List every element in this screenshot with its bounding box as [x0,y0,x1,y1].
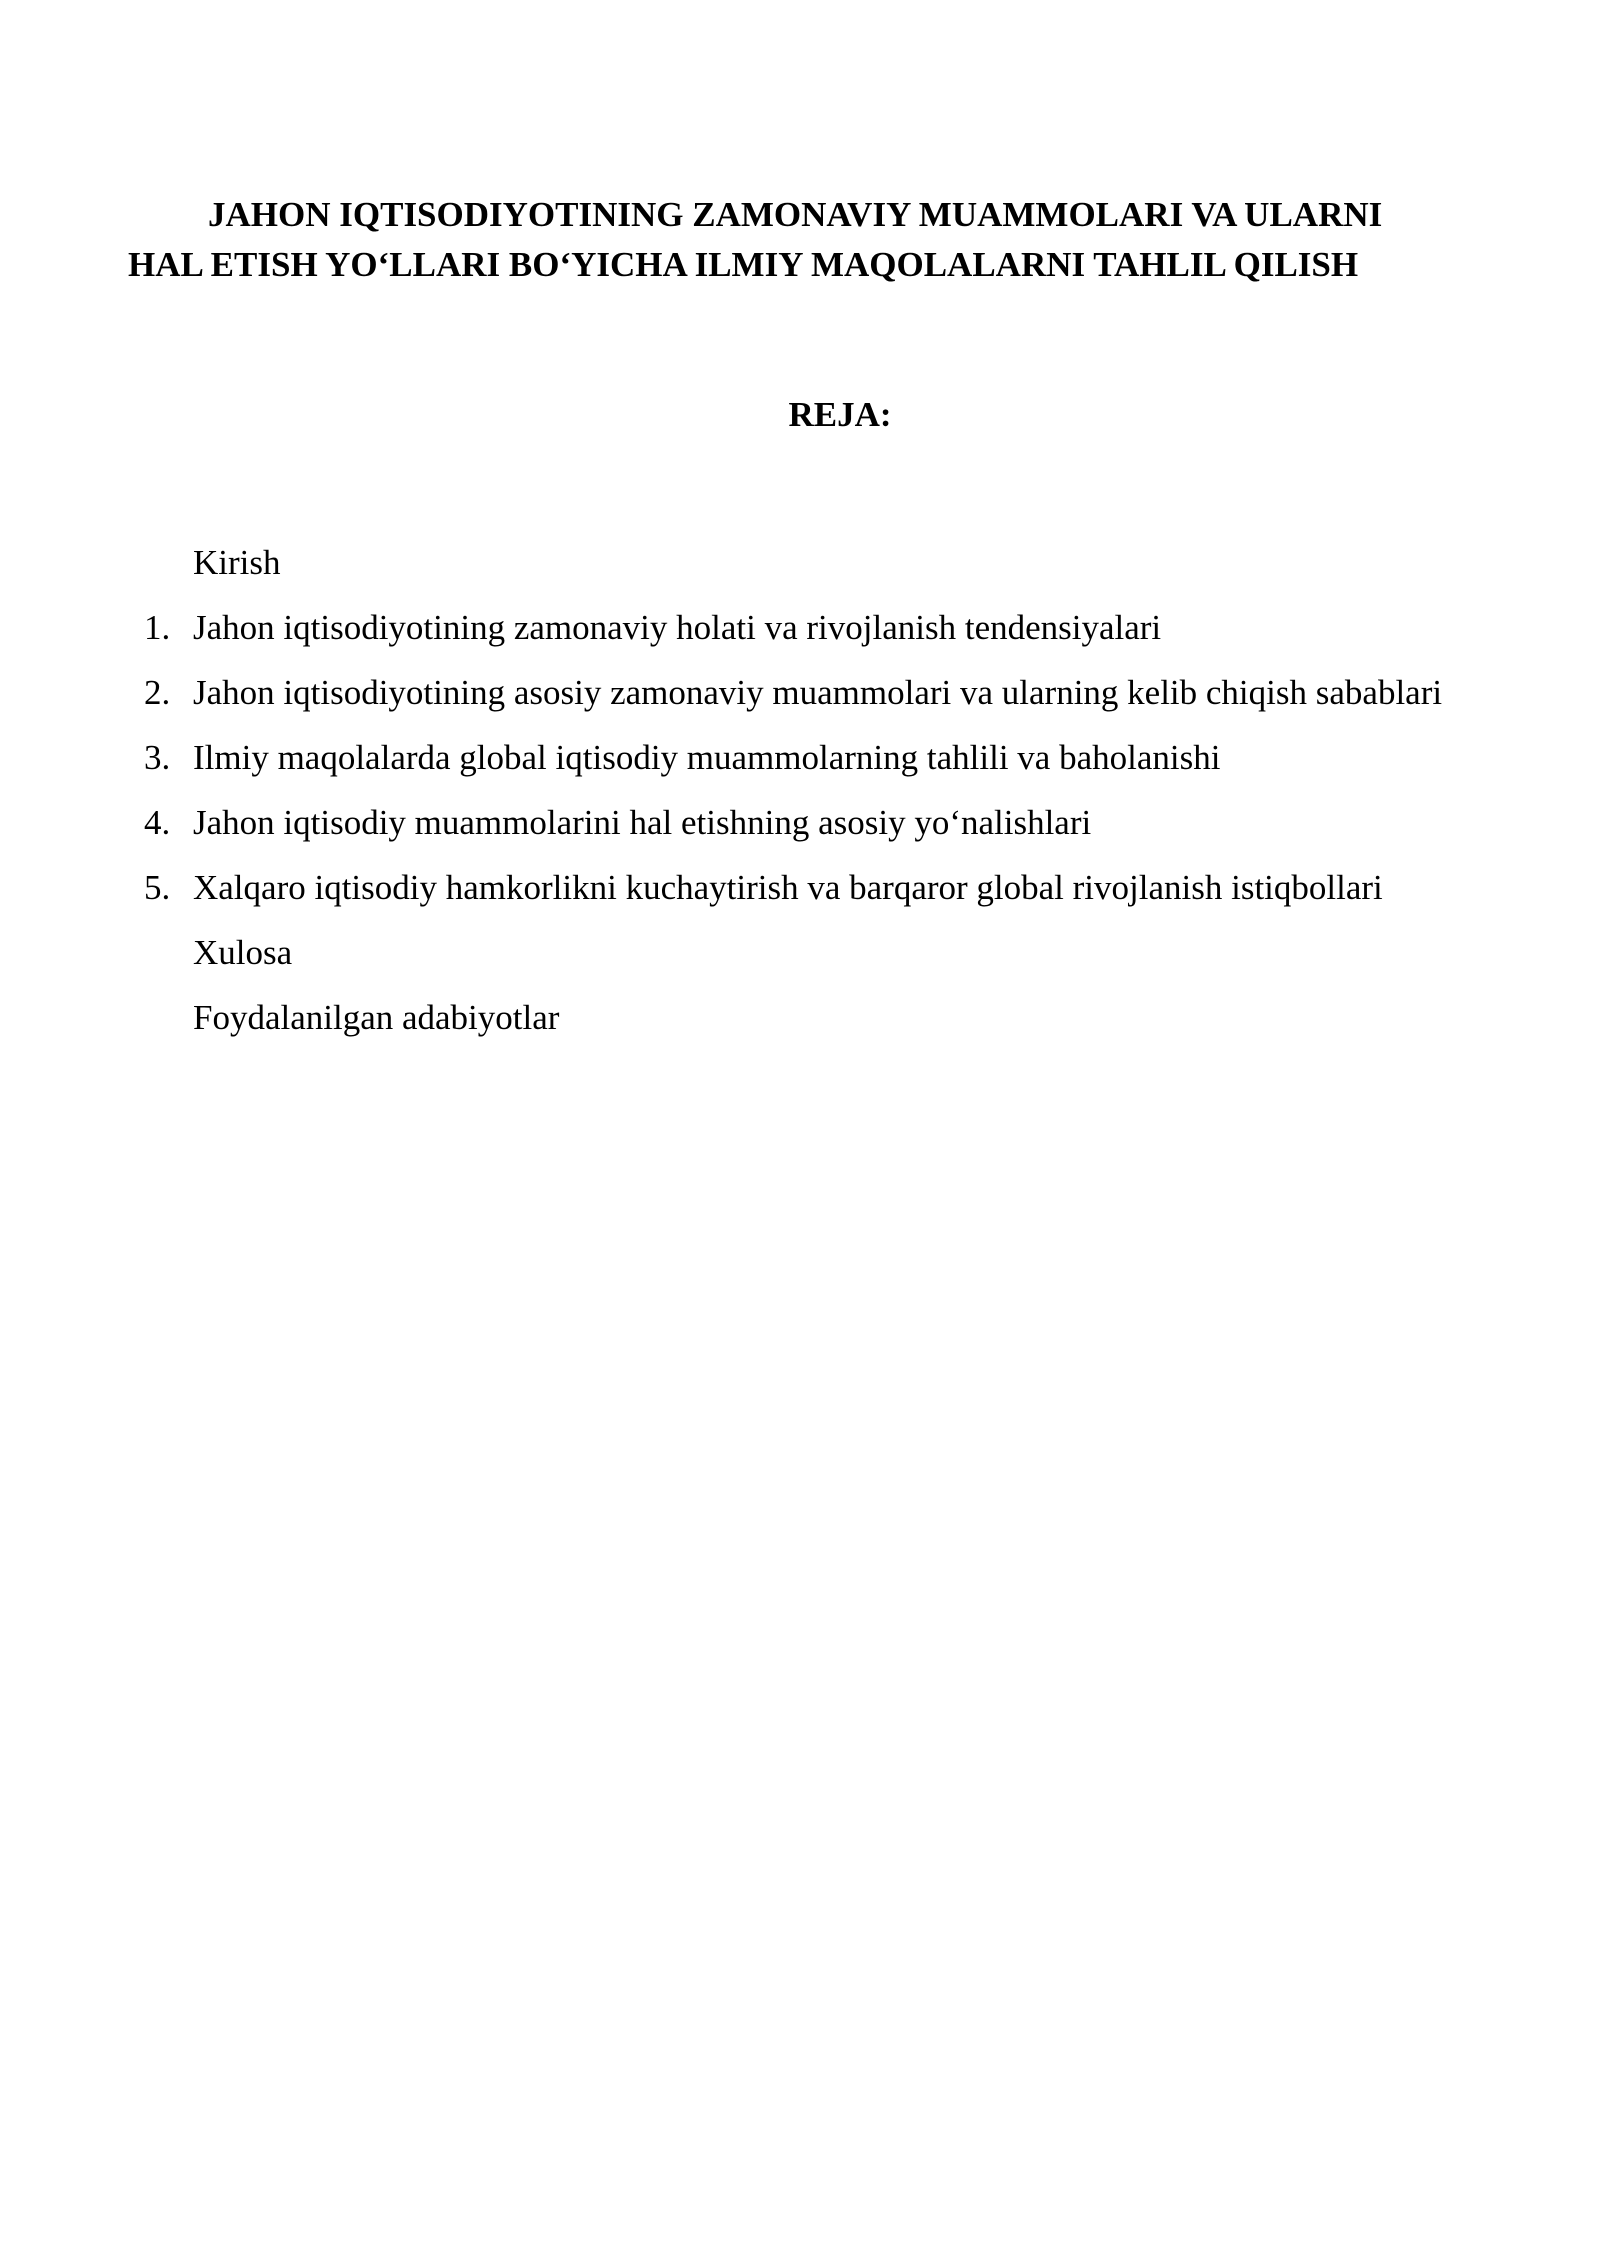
plan-item-number: 1. [144,608,171,647]
plan-intro-text: Kirish [193,543,281,582]
plan-item-2 [128,660,1488,725]
plan-conclusion [128,920,1488,985]
plan-intro [128,530,1488,595]
title-line-2: HAL ETISH YO‘LLARI BO‘YICHA ILMIY MAQOLALARNI TAHLIL QILISH [128,245,1359,284]
plan-item-text: Jahon iqtisodiyotining asosiy zamonaviy muammolari va ularning kelib chiqish sabablari [193,673,1443,712]
plan-item-text: Jahon iqtisodiy muammolarini hal etishning asosiy yo‘nalishlari [193,803,1092,842]
plan-item-number: 3. [144,738,171,777]
plan-item-3 [128,725,1488,790]
plan-item-1 [128,595,1488,660]
plan-references [128,985,1488,1050]
plan-item-text: Xalqaro iqtisodiy hamkorlikni kuchaytirish va barqaror global rivojlanish istiqbollari [193,868,1383,907]
title-line-1: JAHON IQTISODIYOTINING ZAMONAVIY MUAMMOLARI VA ULARNI [208,195,1383,234]
plan-item-number: 5. [144,868,171,907]
document-title [128,190,1478,290]
plan-conclusion-text: Xulosa [193,933,293,972]
plan-heading: REJA: [788,395,892,434]
plan-item-text: Jahon iqtisodiyotining zamonaviy holati va rivojlanish tendensiyalari [193,608,1162,647]
plan-item-4 [128,790,1488,855]
plan-item-number: 2. [144,673,171,712]
plan-item-text: Ilmiy maqolalarda global iqtisodiy muammolarning tahlili va baholanishi [193,738,1221,777]
plan-list [128,530,1488,1050]
plan-item-number: 4. [144,803,171,842]
plan-item-5 [128,855,1488,920]
plan-references-text: Foydalanilgan adabiyotlar [193,998,560,1037]
